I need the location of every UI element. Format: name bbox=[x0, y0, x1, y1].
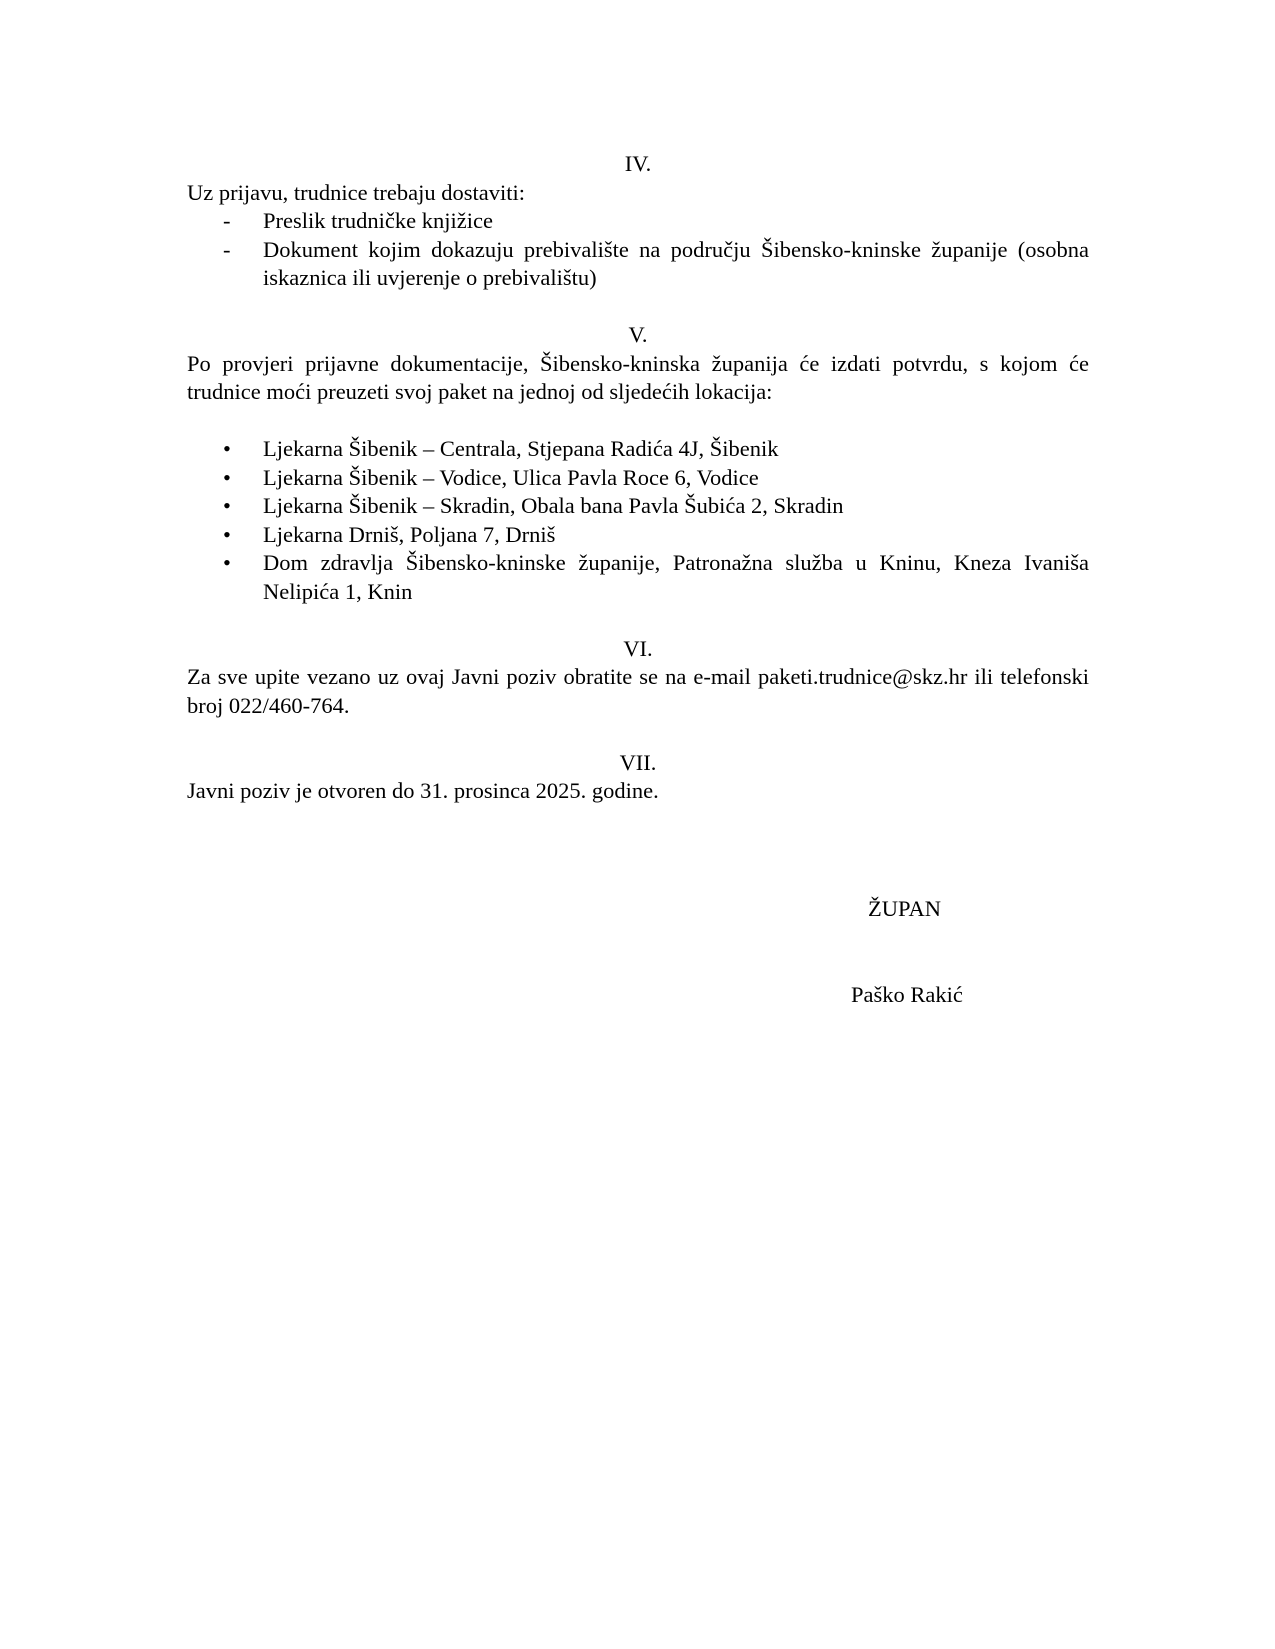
bullet-marker: • bbox=[223, 436, 231, 461]
spacer bbox=[187, 293, 1089, 322]
list-item bbox=[187, 492, 1089, 521]
list-item bbox=[187, 207, 1089, 236]
spacer bbox=[187, 606, 1089, 635]
section-number-iv: IV. bbox=[624, 151, 652, 176]
list-item-text: Dom zdravlja Šibensko-kninske županije, Patronažna služba u Kninu, Kneza Ivaniša Nelipića 1, Knin bbox=[263, 550, 1089, 604]
section-number-vii: VII. bbox=[619, 749, 657, 775]
bullet-marker: • bbox=[223, 493, 231, 518]
list-item-text: Dokument kojim dokazuju prebivalište na području Šibensko-kninske županije (osobna iskaznica ili uvjerenje o prebivalištu) bbox=[263, 236, 1089, 290]
section-vi-text: Za sve upite vezano uz ovaj Javni poziv obratite se na e-mail paketi.trudnice@skz.hr ili telefonski broj 022/460-764. bbox=[187, 664, 1089, 718]
section-number-vi: VI. bbox=[623, 635, 653, 661]
section-number-v: V. bbox=[628, 322, 648, 347]
list-item bbox=[187, 464, 1089, 493]
list-item bbox=[187, 236, 1089, 293]
list-item-text: Ljekarna Drniš, Poljana 7, Drniš bbox=[263, 521, 556, 547]
required-documents-list bbox=[187, 207, 1089, 293]
section-vii-text: Javni poziv je otvoren do 31. prosinca 2025. godine. bbox=[187, 778, 659, 803]
spacer bbox=[187, 720, 1089, 749]
section-iv-intro: Uz prijavu, trudnice trebaju dostaviti: bbox=[187, 179, 526, 205]
signature-title: ŽUPAN bbox=[868, 896, 941, 921]
document-body bbox=[187, 150, 1089, 806]
list-item-text: Ljekarna Šibenik – Skradin, Obala bana Pavla Šubića 2, Skradin bbox=[263, 493, 844, 518]
dash-marker: - bbox=[223, 208, 231, 233]
signature-name: Paško Rakić bbox=[851, 982, 963, 1007]
dash-marker: - bbox=[223, 236, 231, 262]
list-item bbox=[187, 549, 1089, 606]
section-v-text: Po provjeri prijavne dokumentacije, Šibensko-kninska županija će izdati potvrdu, s kojom će trudnice moći preuzeti svoj paket na jednoj od sljedećih lokacija: bbox=[187, 350, 1089, 404]
bullet-marker: • bbox=[223, 464, 231, 490]
bullet-marker: • bbox=[223, 521, 231, 547]
list-item bbox=[187, 521, 1089, 550]
list-item-text: Preslik trudničke knjižice bbox=[263, 208, 493, 233]
list-item-text: Ljekarna Šibenik – Vodice, Ulica Pavla Roce 6, Vodice bbox=[263, 464, 759, 490]
spacer bbox=[187, 407, 1089, 436]
pickup-locations-list bbox=[187, 435, 1089, 606]
bullet-marker: • bbox=[223, 550, 231, 575]
list-item-text: Ljekarna Šibenik – Centrala, Stjepana Radića 4J, Šibenik bbox=[263, 436, 779, 461]
list-item bbox=[187, 435, 1089, 464]
